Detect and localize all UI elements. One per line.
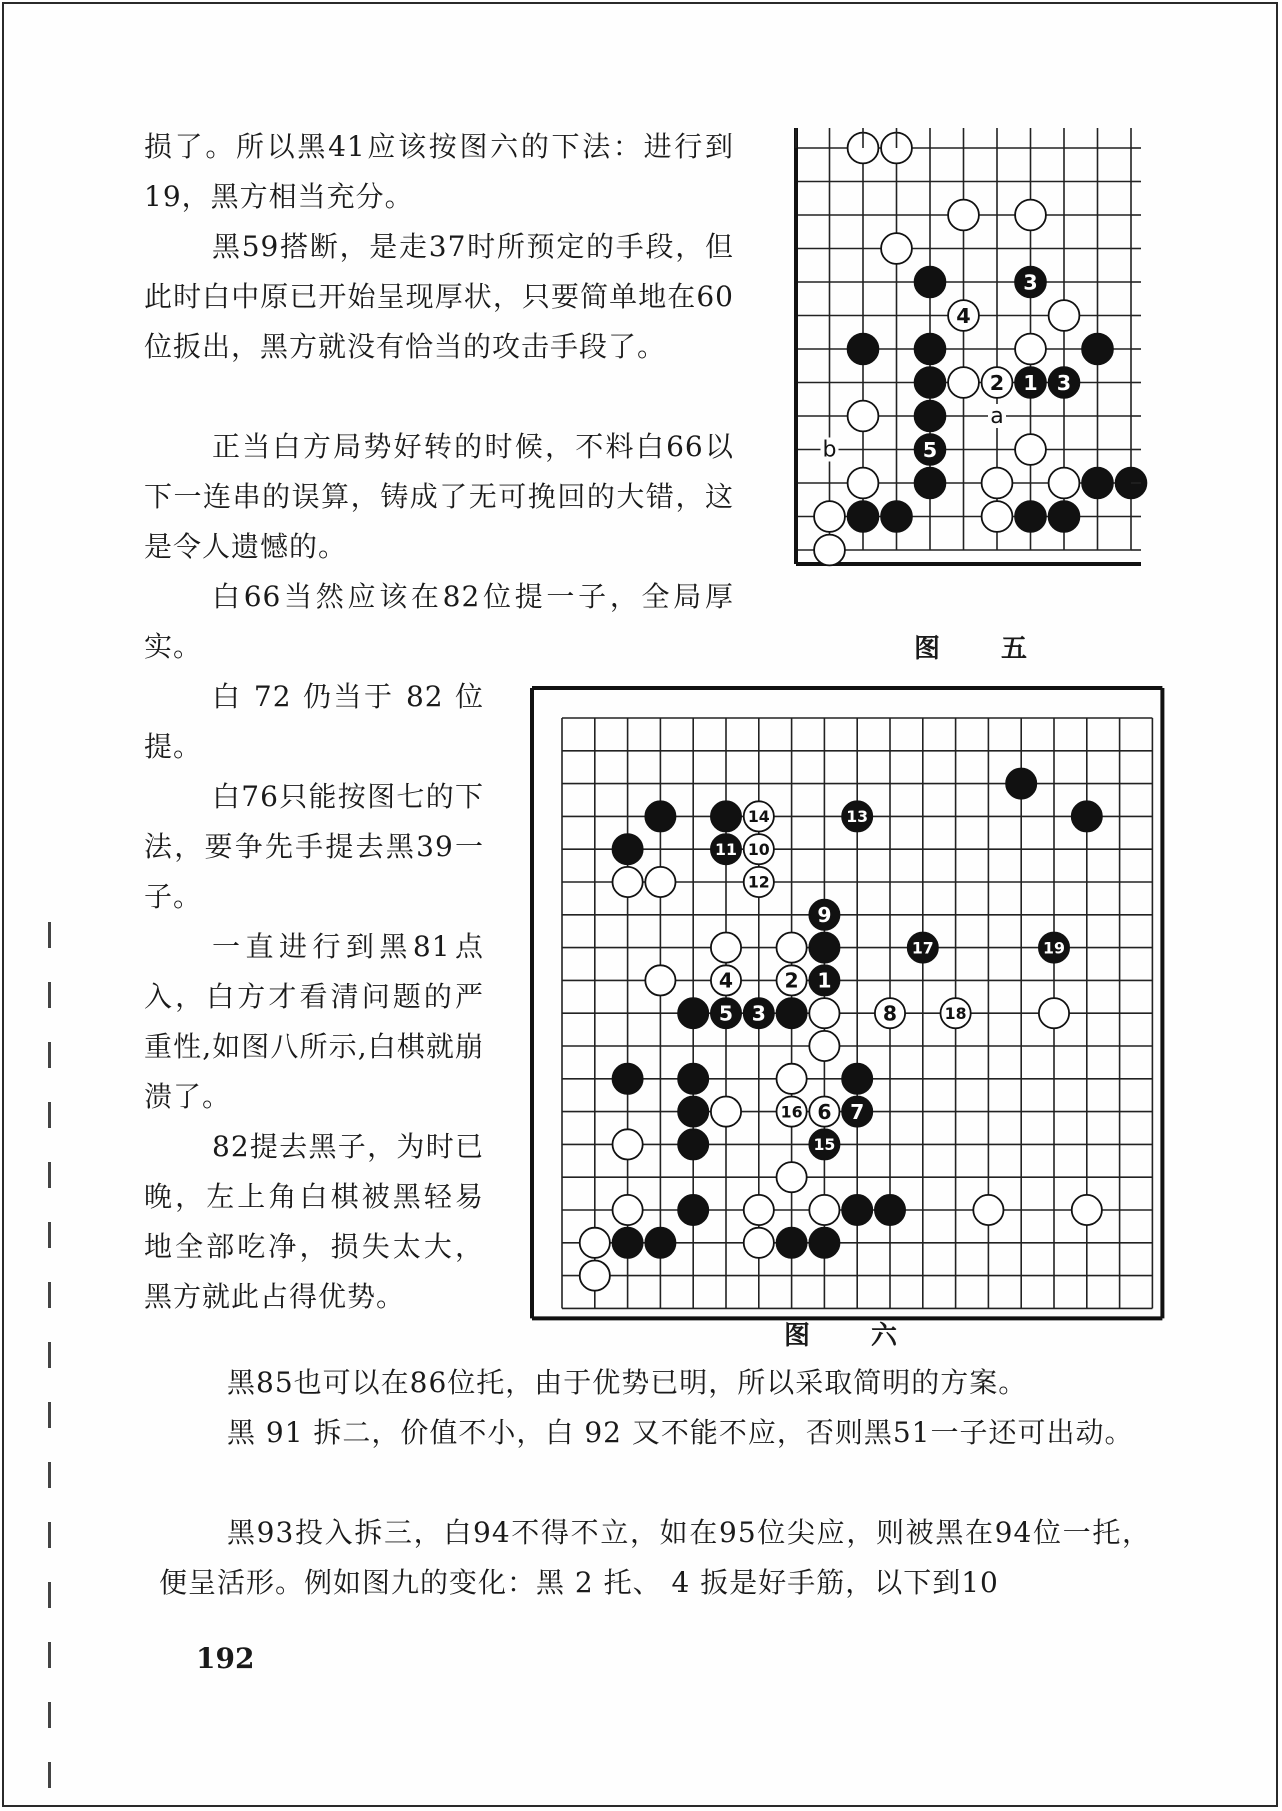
black-stone — [678, 1195, 708, 1225]
black-stone — [777, 1228, 807, 1258]
move-number: 9 — [817, 903, 832, 928]
paragraph: 白76只能按图七的下法，要争先手提去黑39一子。 — [144, 780, 484, 913]
black-stone — [915, 468, 946, 499]
margin-mark — [48, 1282, 51, 1308]
black-stone — [848, 501, 879, 532]
move-number: 3 — [1023, 270, 1038, 295]
move-number: 18 — [944, 1003, 967, 1023]
go-diagram-figure-6 — [526, 688, 1138, 1286]
go-diagram-figure-5 — [790, 128, 1138, 584]
black-stone — [848, 334, 879, 365]
move-number: 17 — [911, 938, 934, 958]
move-number: 10 — [747, 839, 770, 859]
paragraph: 一直进行到黑81点入，白方才看清问题的严重性,如图八所示,白棋就崩溃了。 — [144, 930, 484, 1113]
point-label: b — [822, 437, 837, 463]
move-number: 4 — [718, 968, 734, 993]
black-stone — [613, 1064, 643, 1094]
white-stone — [1072, 1195, 1102, 1225]
black-stone — [809, 933, 839, 963]
move-number: 14 — [747, 807, 770, 827]
margin-mark — [48, 1162, 51, 1188]
white-stone — [809, 1031, 839, 1061]
move-number: 1 — [1023, 370, 1038, 395]
figure-5-caption: 图 五 — [914, 634, 1054, 664]
white-stone — [848, 401, 879, 432]
black-stone — [1082, 334, 1113, 365]
black-stone — [777, 998, 807, 1028]
white-stone — [1039, 998, 1069, 1028]
paragraph: 正当白方局势好转的时候，不料白66以下一连串的误算，铸成了无可挽回的大错，这是令人遗憾的。 — [144, 430, 734, 563]
black-stone — [1082, 468, 1113, 499]
black-stone — [915, 267, 946, 298]
paragraph: 黑93投入拆三，白94不得不立，如在95位尖应，则被黑在94位一托，便呈活形。例如图九的变化：黑 2 托、 4 扳是好手筋，以下到10 — [159, 1516, 1151, 1599]
move-number: 2 — [989, 370, 1005, 395]
move-number: 6 — [817, 1099, 832, 1124]
white-stone — [744, 1228, 774, 1258]
paragraph: 黑85也可以在86位托，由于优势已明，所以采取简明的方案。 — [227, 1366, 1028, 1399]
white-stone — [881, 233, 912, 264]
black-stone — [915, 401, 946, 432]
paragraph: 黑59搭断，是走37时所预定的手段，但此时白中原已开始呈现厚状，只要简单地在60位扳出，黑方就没有恰当的攻击手段了。 — [144, 230, 734, 363]
margin-mark — [48, 1762, 51, 1788]
white-stone — [613, 1195, 643, 1225]
white-stone — [645, 965, 675, 995]
white-stone — [973, 1195, 1003, 1225]
white-stone — [613, 867, 643, 897]
black-stone — [1015, 501, 1046, 532]
white-stone — [580, 1228, 610, 1258]
move-number: 2 — [784, 968, 799, 993]
black-stone — [711, 801, 741, 831]
move-number: 3 — [751, 1001, 766, 1026]
margin-mark — [48, 1462, 51, 1488]
black-stone — [842, 1064, 872, 1094]
white-stone — [711, 1097, 741, 1127]
white-stone — [982, 468, 1013, 499]
white-stone — [744, 1195, 774, 1225]
margin-mark — [48, 1222, 51, 1248]
white-stone — [948, 367, 979, 398]
margin-mark — [48, 1702, 51, 1728]
black-stone — [613, 834, 643, 864]
margin-mark — [48, 982, 51, 1008]
white-stone — [1015, 334, 1046, 365]
move-number: 19 — [1043, 938, 1065, 958]
paragraph: 损了。所以黑41应该按图六的下法：进行到19，黑方相当充分。 — [144, 130, 734, 213]
margin-mark — [48, 1582, 51, 1608]
black-stone — [1049, 501, 1080, 532]
margin-mark — [48, 1642, 51, 1668]
paragraph: 82提去黑子，为时已晚，左上角白棋被黑轻易地全部吃净，损失太大，黑方就此占得优势。 — [144, 1130, 484, 1313]
black-stone — [678, 1097, 708, 1127]
white-stone — [809, 998, 839, 1028]
white-stone — [982, 501, 1013, 532]
black-stone — [1072, 801, 1102, 831]
black-stone — [875, 1195, 905, 1225]
black-stone — [1006, 769, 1036, 799]
move-number: 5 — [718, 1001, 734, 1026]
white-stone — [814, 535, 845, 566]
black-stone — [809, 1228, 839, 1258]
black-stone — [842, 1195, 872, 1225]
black-stone — [881, 501, 912, 532]
white-stone — [777, 1162, 807, 1192]
black-stone — [613, 1228, 643, 1258]
black-stone — [678, 1129, 708, 1159]
move-number: 16 — [780, 1102, 803, 1122]
white-stone — [711, 933, 741, 963]
white-stone — [1015, 434, 1046, 465]
move-number: 3 — [1056, 370, 1072, 395]
move-number: 12 — [747, 872, 770, 892]
black-stone — [915, 334, 946, 365]
point-label: a — [990, 404, 1004, 429]
black-stone — [645, 1228, 675, 1258]
move-number: 15 — [813, 1135, 836, 1155]
move-number: 8 — [882, 1001, 898, 1026]
white-stone — [1049, 300, 1080, 331]
white-stone — [848, 468, 879, 499]
white-stone — [777, 1064, 807, 1094]
margin-mark — [48, 1522, 51, 1548]
white-stone — [777, 933, 807, 963]
paragraph: 黑 91 拆二，价值不小，白 92 又不能不应，否则黑51一子还可出动。 — [227, 1416, 1134, 1449]
move-number: 5 — [922, 437, 938, 462]
black-stone — [678, 998, 708, 1028]
move-number: 7 — [850, 1099, 865, 1124]
figure-6-caption: 图 六 — [784, 1321, 924, 1351]
white-stone — [814, 501, 845, 532]
move-number: 1 — [817, 968, 832, 993]
black-stone — [678, 1064, 708, 1094]
margin-mark — [48, 1402, 51, 1428]
white-stone — [645, 867, 675, 897]
black-stone — [915, 367, 946, 398]
margin-mark — [48, 1042, 51, 1068]
white-stone — [613, 1129, 643, 1159]
paragraph: 白66当然应该在82位提一子，全局厚实。 — [144, 580, 734, 663]
book-page — [2, 2, 1278, 1807]
white-stone — [580, 1261, 610, 1291]
margin-mark — [48, 1102, 51, 1128]
move-number: 13 — [846, 807, 869, 827]
white-stone — [1049, 468, 1080, 499]
page-number: 192 — [196, 1642, 255, 1675]
white-stone — [1015, 200, 1046, 231]
white-stone — [948, 200, 979, 231]
margin-mark — [48, 922, 51, 948]
black-stone — [645, 801, 675, 831]
white-stone — [809, 1195, 839, 1225]
margin-mark — [48, 1342, 51, 1368]
paragraph: 白 72 仍当于 82 位提。 — [144, 680, 484, 763]
move-number: 4 — [956, 303, 971, 328]
move-number: 11 — [715, 839, 737, 859]
